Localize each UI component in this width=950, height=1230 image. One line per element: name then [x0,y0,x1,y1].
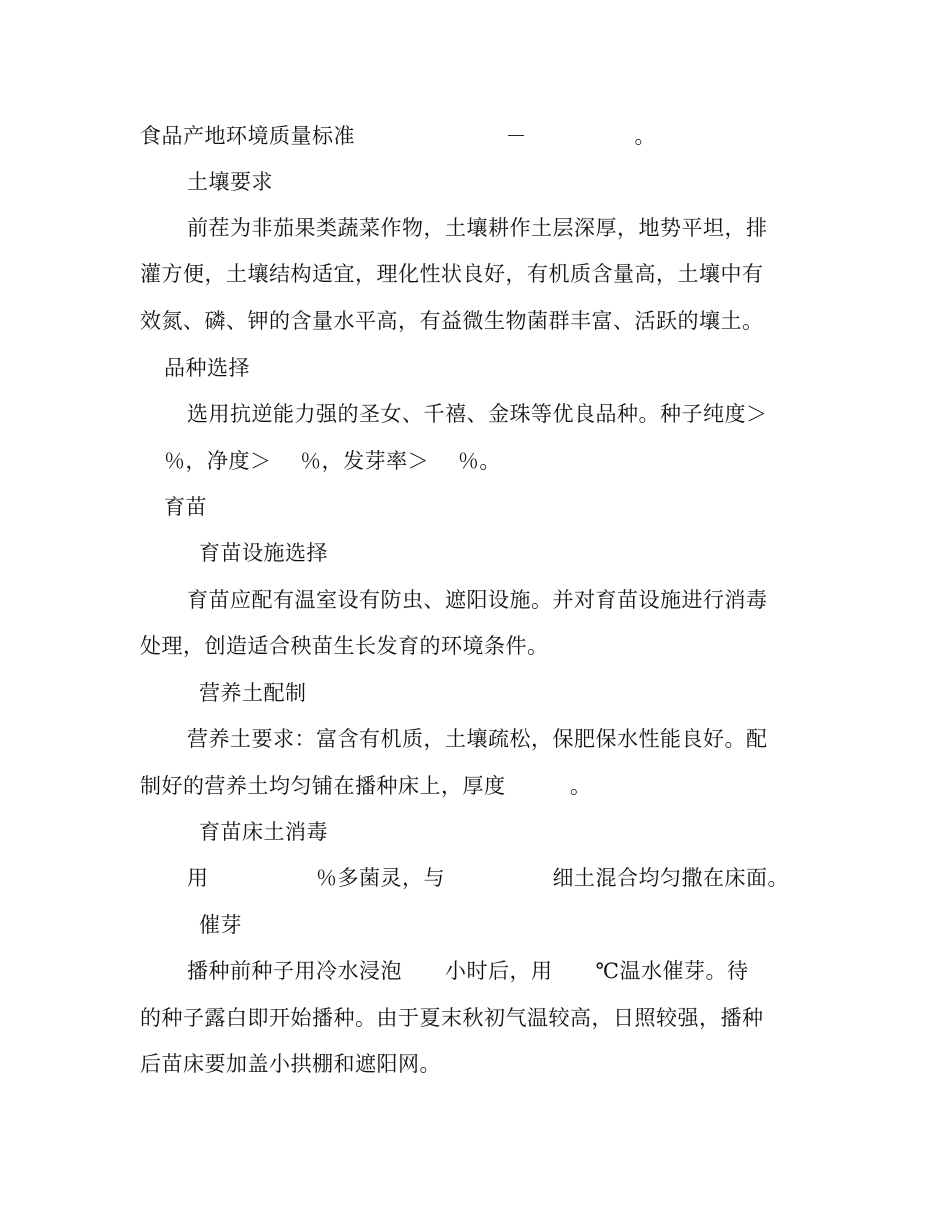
text-line: 制好的营养土均匀铺在播种床上，厚度 。 [140,774,592,798]
text-line: 的种子露白即开始播种。由于夏末秋初气温较高，日照较强，播种 [140,1006,764,1030]
text-line: 效氮、磷、钾的含量水平高，有益微生物菌群丰富、活跃的壤土。 [140,309,764,333]
text-line: 育苗应配有温室设有防虫、遮阳设施。并对育苗设施进行消毒 [187,588,768,612]
text-line: 灌方便，土壤结构适宜，理化性状良好，有机质含量高，土壤中有 [140,262,764,286]
text-line: 前茬为非茄果类蔬菜作物，土壤耕作土层深厚，地势平坦，排 [187,216,768,240]
section-heading-variety: 品种选择 [164,356,250,380]
text-line: 选用抗逆能力强的圣女、千禧、金珠等优良品种。种子纯度＞ [187,402,768,426]
subsection-heading-disinfection: 育苗床土消毒 [199,820,328,844]
subsection-heading-facility: 育苗设施选择 [199,541,328,565]
text-line: ％，净度＞ ％，发芽率＞ ％。 [164,449,501,473]
subsection-heading-nutrient-soil: 营养土配制 [199,681,307,705]
section-heading-seedling: 育苗 [164,495,207,519]
text-line: 播种前种子用冷水浸泡 小时后，用 ℃温水催芽。待 [187,959,749,983]
text-line: 处理，创造适合秧苗生长发育的环境条件。 [140,634,549,658]
text-line: 后苗床要加盖小拱棚和遮阳网。 [140,1052,441,1076]
text-line: 营养土要求：富含有机质，土壤疏松，保肥保水性能良好。配 [187,727,768,751]
text-line: 食品产地环境质量标准 － 。 [140,124,656,148]
subsection-heading-germination: 催芽 [199,913,242,937]
text-line: 用 ％多菌灵，与 细土混合均匀撒在床面。 [187,866,789,890]
section-heading-soil: 土壤要求 [187,170,273,194]
